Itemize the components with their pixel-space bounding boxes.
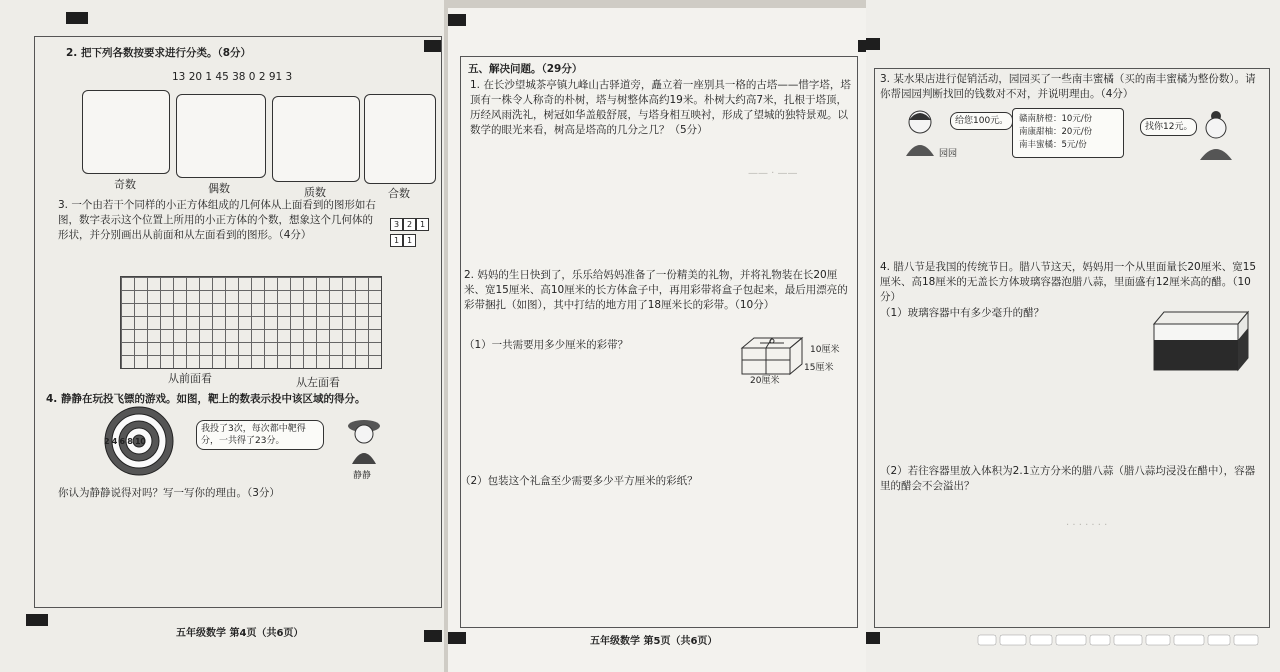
top-view-cell: 1 xyxy=(390,234,403,247)
top-view-cell: 2 xyxy=(403,218,416,231)
registration-mark xyxy=(66,12,88,24)
question-4-sub1: （1）玻璃容器中有多少毫升的醋？ xyxy=(880,307,1045,319)
price-item: 赣南脐橙：10元/份 xyxy=(1019,114,1093,124)
section-title: 五、解决问题。（29分） xyxy=(468,63,583,75)
girl-illustration-icon xyxy=(342,416,386,466)
registration-mark xyxy=(424,630,442,642)
composite-number-box[interactable] xyxy=(364,94,436,184)
question-3-text: 3. 一个由若干个同样的小正方体组成的几何体从上面看到的图形如右图，数字表示这个位置上所用的小正方体的个数，想象这个几何体的形状，并分别画出从前面和从左面看到的图形。（4分） xyxy=(58,199,376,241)
registration-mark xyxy=(26,614,48,626)
box-length-label: 20厘米 xyxy=(750,376,780,386)
problem-2-sub1: （1）一共需要用多少厘米的彩带？ xyxy=(464,339,629,351)
price-item: 南丰蜜橘：5元/份 xyxy=(1019,140,1087,150)
category-even: 偶数 xyxy=(208,182,230,195)
exam-page-4 xyxy=(0,0,444,672)
exam-page-6 xyxy=(866,0,1280,672)
target-score-labels: 2 4 6 8 10 xyxy=(104,437,146,446)
top-view-cell: 1 xyxy=(403,234,416,247)
question-3-text: 3. 某水果店进行促销活动，园园买了一些南丰蜜橘（买的南丰蜜橘为整份数）。请你帮园园判断找回的钱数对不对，并说明理由。（4分） xyxy=(880,73,1256,100)
price-list-board xyxy=(1012,108,1124,158)
watermark-barcode-icon xyxy=(976,632,1260,648)
exam-page-5 xyxy=(448,8,866,672)
bleed-through-text: · · · · · · · xyxy=(1066,520,1108,531)
question-4-sub2: （2）若往容器里放入体积为2.1立方分米的腊八蒜（腊八蒜均浸没在醋中），容器里的醋会不会溢出？ xyxy=(880,465,1256,492)
category-prime: 质数 xyxy=(304,186,326,199)
box-height-label: 10厘米 xyxy=(810,345,840,355)
speech-bubble: 我投了3次，每次都中靶得分，一共得了23分。 xyxy=(196,420,324,450)
registration-mark xyxy=(448,14,466,26)
problem-1-text: 1. 在长沙望城茶亭镇九峰山古驿道旁，矗立着一座别具一格的古塔——惜字塔，塔顶有一株令人称奇的朴树，塔与树整体高约19米。朴树大约高7米，扎根于塔顶，历经风雨洗礼，树冠如华盖般舒展，与塔身相互映衬，形成了望城的独特景观。以数学的眼光来看，树高是塔高的几分之几？（5分） xyxy=(470,79,851,136)
box-width-label: 15厘米 xyxy=(804,363,834,373)
problem-2-sub2: （2）包装这个礼盒至少需要多少平方厘米的彩纸？ xyxy=(460,475,698,487)
drawing-grid[interactable] xyxy=(120,276,382,369)
glass-container-diagram xyxy=(1150,304,1250,374)
prime-number-box[interactable] xyxy=(272,96,360,182)
question-4-text: 4. 腊八节是我国的传统节日。腊八节这天，妈妈用一个从里面量长20厘米、宽15厘米、高18厘米的无盖长方体玻璃容器泡腊八蒜，里面盛有12厘米高的醋。（10分） xyxy=(880,261,1257,303)
gift-box-diagram xyxy=(738,332,808,378)
question-4-title: 4. 静静在玩投飞镖的游戏。如图，靶上的数表示投中该区域的得分。 xyxy=(46,393,366,405)
question-4-prompt: 你认为静静说得对吗？写一写你的理由。（3分） xyxy=(58,487,280,499)
character-name: 静静 xyxy=(352,471,371,481)
bleed-through-text: —— · —— xyxy=(748,168,798,179)
page-footer: 五年级数学 第5页（共6页） xyxy=(590,636,718,647)
registration-mark xyxy=(866,38,880,50)
even-number-box[interactable] xyxy=(176,94,266,178)
shopkeeper-illustration-icon xyxy=(1196,110,1236,160)
label-left-view: 从左面看 xyxy=(296,376,340,389)
category-composite: 合数 xyxy=(388,187,410,200)
registration-mark xyxy=(858,40,866,52)
category-odd: 奇数 xyxy=(114,178,136,191)
question-2-title: 2. 把下列各数按要求进行分类。（8分） xyxy=(66,47,252,59)
speech-bubble-change: 找你12元。 xyxy=(1140,118,1197,136)
problem-2-text: 2. 妈妈的生日快到了，乐乐给妈妈准备了一份精美的礼物，并将礼物装在长20厘米、宽15厘米、高10厘米的长方体盒子中，再用彩带将盒子包起来，最后用漂亮的彩带捆扎（如图），其中打结的地方用了18厘米长的彩带。（10分） xyxy=(464,269,848,311)
top-view-cell: 1 xyxy=(416,218,429,231)
price-item: 南康甜柚：20元/份 xyxy=(1019,127,1093,137)
speech-bubble-pay: 给您100元。 xyxy=(950,112,1013,130)
label-front-view: 从前面看 xyxy=(168,372,212,385)
odd-number-box[interactable] xyxy=(82,90,170,174)
character-name: 园园 xyxy=(938,149,957,159)
registration-mark xyxy=(866,632,880,644)
number-list: 13 20 1 45 38 0 2 91 3 xyxy=(172,71,293,83)
registration-mark xyxy=(448,632,466,644)
top-view-cell: 3 xyxy=(390,218,403,231)
page-footer: 五年级数学 第4页（共6页） xyxy=(176,628,304,639)
